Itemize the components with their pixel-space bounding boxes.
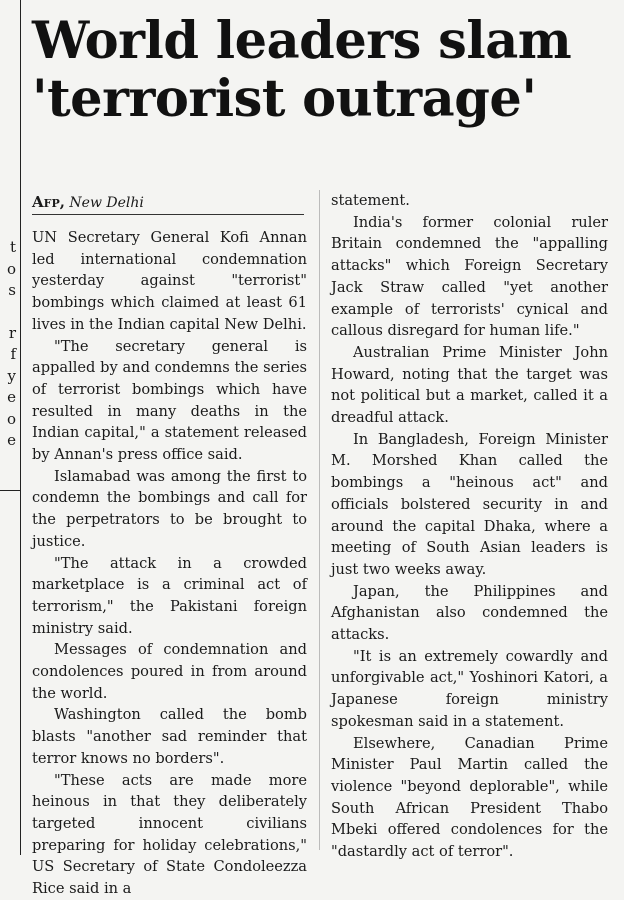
fragment-char: f bbox=[10, 345, 16, 363]
paragraph: Elsewhere, Canadian Prime Minister Paul Martin called the violence "beyond deplorable", while South African President Thabo Mbeki offered condolences for the "dastardly act of terror". bbox=[331, 734, 608, 861]
fragment-char: r bbox=[8, 324, 16, 342]
paragraph: "It is an extremely cowardly and unforgivable act," Yoshinori Katori, a Japanese foreign ministry spokesman said in a statement. bbox=[331, 647, 608, 730]
paragraph: In Bangladesh, Foreign Minister M. Morshed Khan called the bombings a "heinous act" and officials bolstered security in and around the capital Dhaka, where a meeting of South Asian leaders is just two weeks away. bbox=[331, 430, 608, 578]
paragraph: "These acts are made more heinous in that they deliberately targeted innocent civilians preparing for holiday celebrations," US Secretary of State Condoleezza Rice said in a bbox=[32, 771, 307, 898]
paragraph: "The secretary general is appalled by and condemns the series of terrorist bombings which have resulted in many deaths in the Indian capital," a statement released by Annan's press office said. bbox=[32, 337, 307, 464]
paragraph: Messages of condemnation and condolences poured in from around the world. bbox=[32, 641, 307, 702]
byline-agency: Afp, bbox=[32, 193, 65, 211]
paragraph: Washington called the bomb blasts "another sad reminder that terror knows no borders". bbox=[32, 706, 307, 767]
paragraph: "The attack in a crowded marketplace is a criminal act of terrorism," the Pakistani foreign ministry said. bbox=[32, 554, 307, 637]
article-headline bbox=[32, 12, 622, 128]
article-column-2 bbox=[331, 190, 608, 863]
fragment-char: y bbox=[7, 367, 16, 385]
headline-line-1: World leaders slam bbox=[32, 11, 572, 71]
paragraph: Australian Prime Minister John Howard, noting that the target was not political but a market, called it a dreadful attack. bbox=[331, 343, 608, 427]
paragraph: Japan, the Philippines and Afghanistan also condemned the attacks. bbox=[331, 582, 608, 644]
fragment-char: t bbox=[9, 238, 16, 256]
column-divider bbox=[319, 190, 320, 850]
headline-line-2: 'terrorist outrage' bbox=[32, 69, 537, 129]
paragraph: UN Secretary General Kofi Annan led international condemnation yesterday against "terrorist" bombings which claimed at least 61 lives in the Indian capital New Delhi. bbox=[32, 229, 307, 333]
byline bbox=[32, 193, 304, 215]
paragraph: Islamabad was among the first to condemn the bombings and call for the perpetrators to be brought to justice. bbox=[32, 467, 307, 550]
adjacent-box-border bbox=[0, 490, 20, 856]
fragment-char: o bbox=[6, 260, 16, 278]
fragment-char: s bbox=[8, 281, 16, 299]
article-column-1 bbox=[32, 227, 307, 900]
paragraph: statement. bbox=[331, 192, 410, 209]
fragment-char: e bbox=[7, 388, 16, 406]
fragment-char: e bbox=[7, 431, 16, 449]
byline-place: New Delhi bbox=[69, 195, 144, 211]
paragraph: India's former colonial ruler Britain condemned the "appalling attacks" which Foreign Secretary Jack Straw called "yet another example of terrorists' cynical and callous disregard for human life." bbox=[331, 213, 608, 340]
fragment-char: o bbox=[6, 410, 16, 428]
